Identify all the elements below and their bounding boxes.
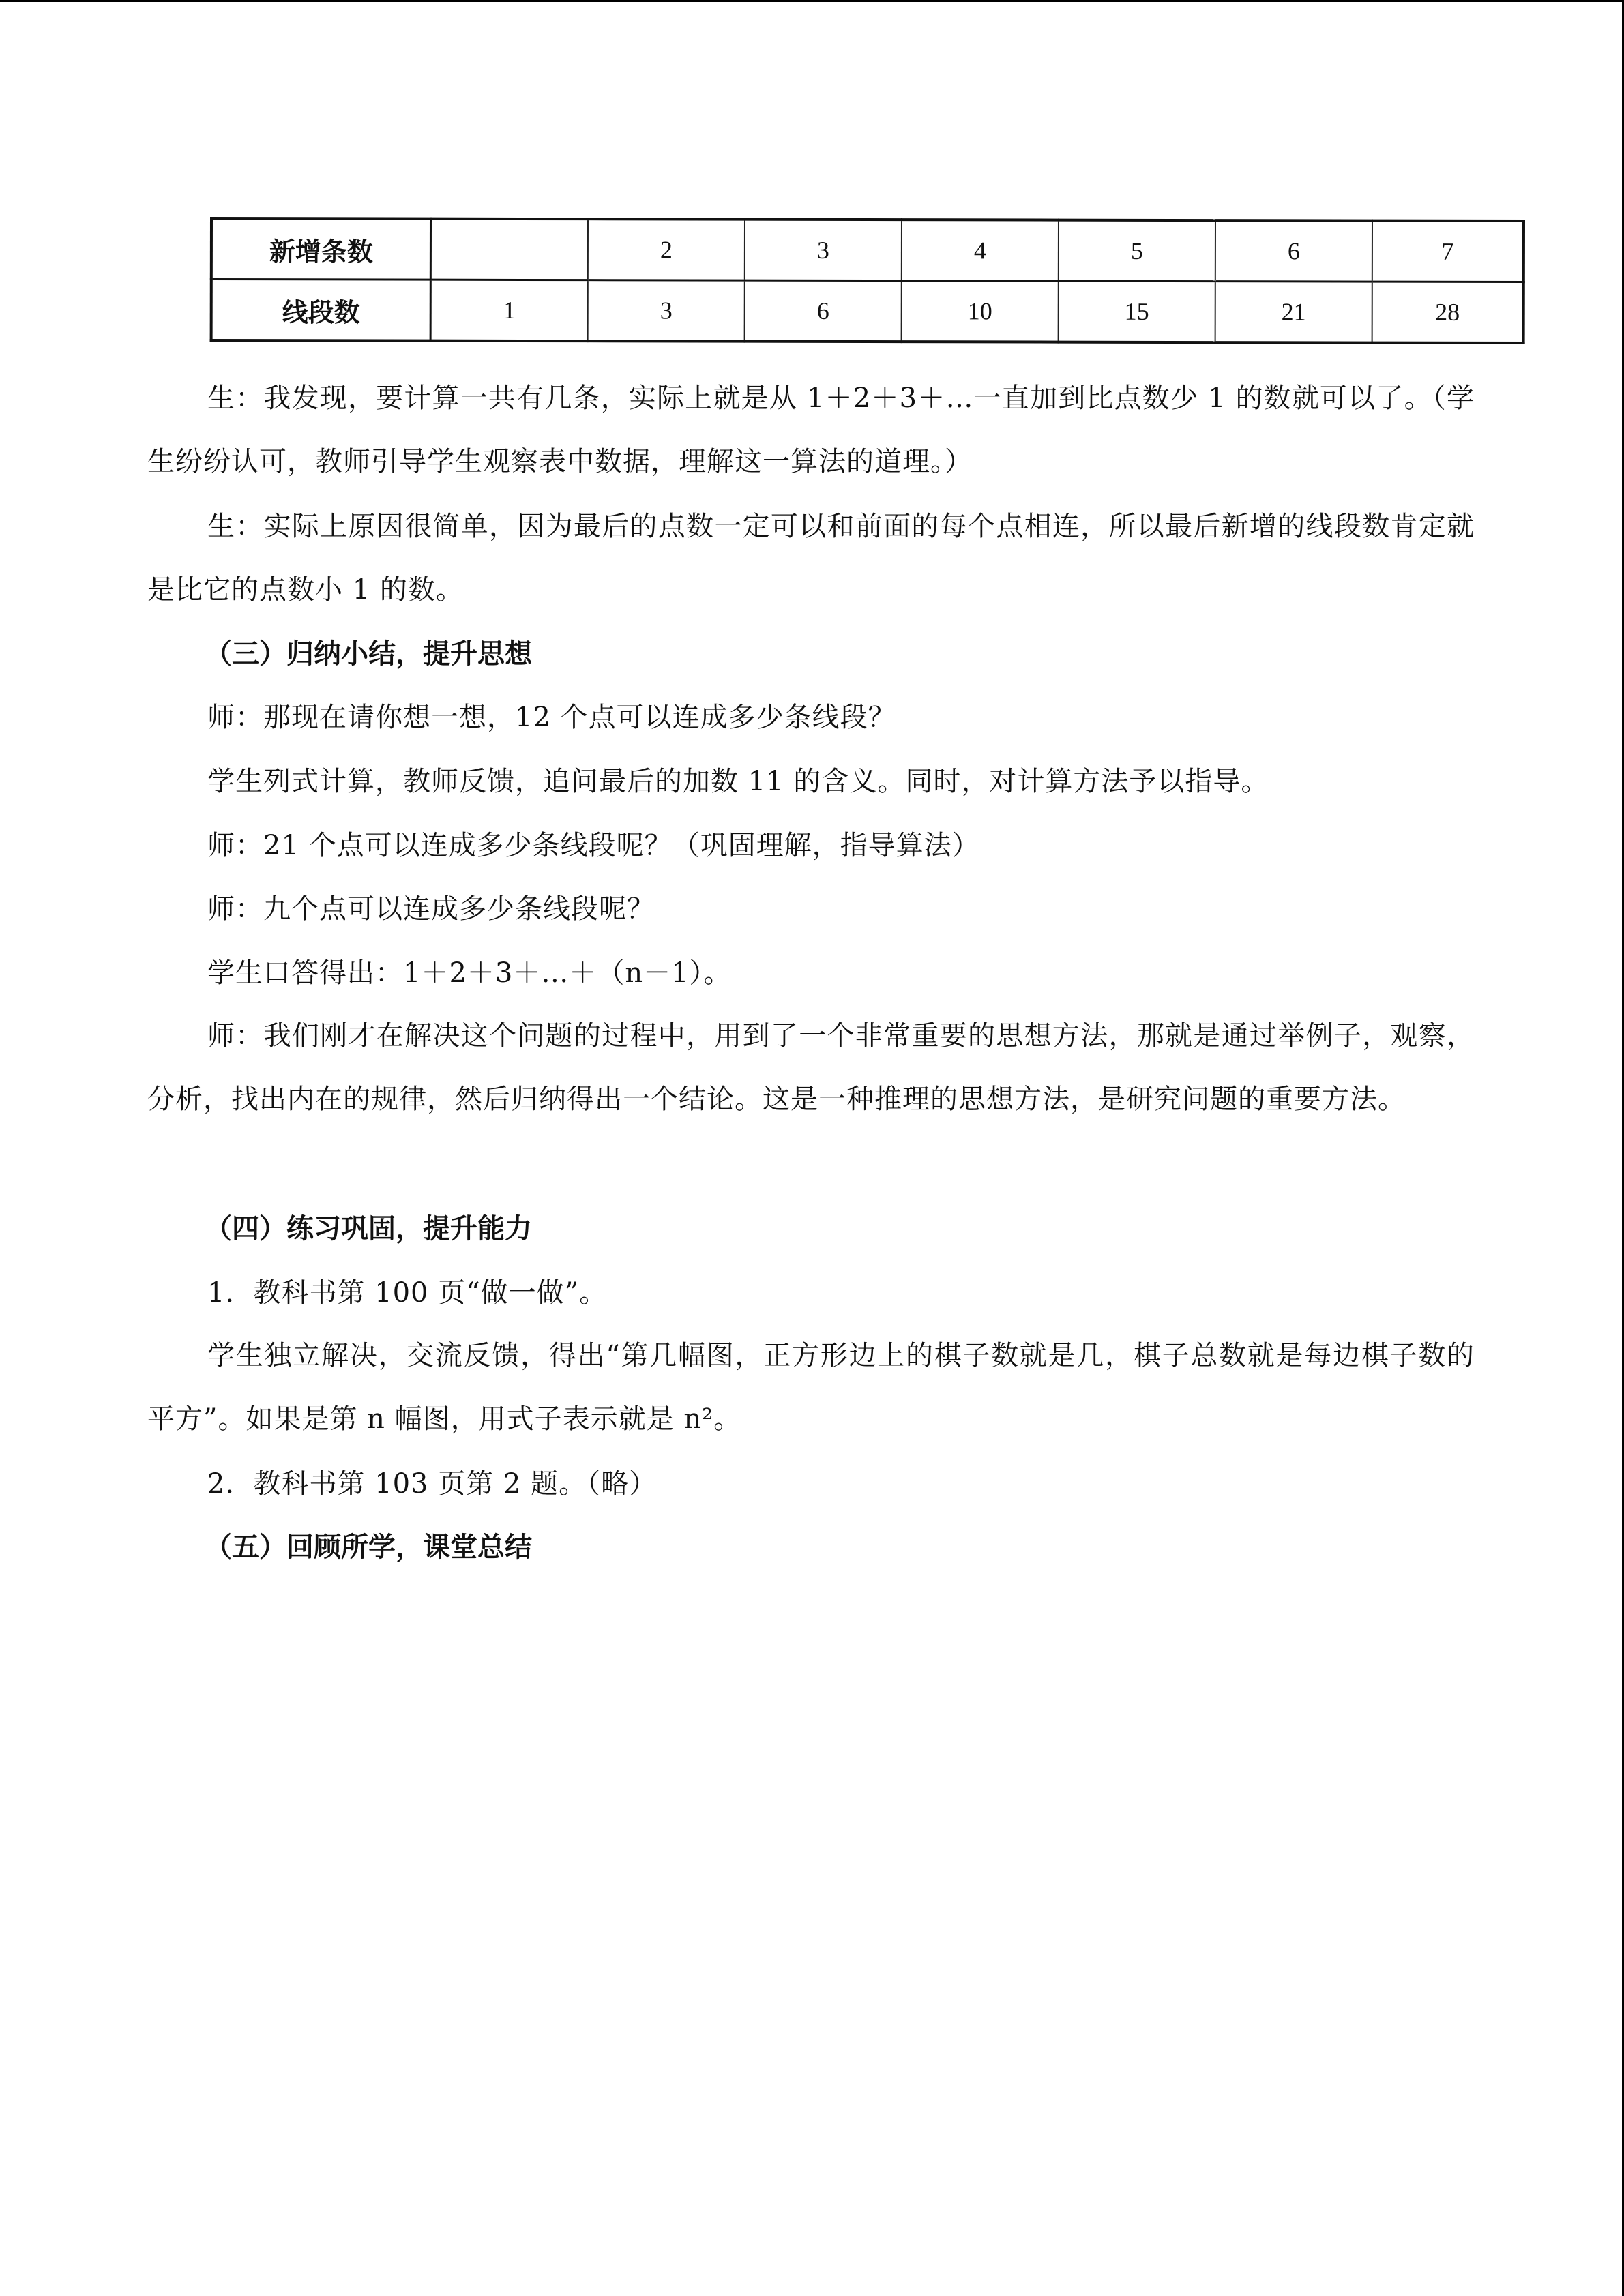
table-cell: 4: [902, 220, 1059, 281]
table-cell: 28: [1372, 282, 1524, 343]
text-line: 师：九个点可以连成多少条线段呢？: [207, 893, 655, 925]
section-heading-review: （五）回顾所学，课堂总结: [205, 1532, 532, 1563]
page-top-border: [0, 0, 1624, 2]
text-line: 2．教科书第 103 页第 2 题。（略）: [207, 1468, 658, 1500]
table-cell: 3: [588, 280, 745, 342]
table-cell: 7: [1372, 221, 1524, 282]
table-cell: 10: [902, 281, 1059, 342]
paragraph-student-discovery: 生：我发现，要计算一共有几条，实际上就是从 1＋2＋3＋…一直加到比点数少 1 的数就可以了。（学生纷纷认可，教师引导学生观察表中数据，理解这一算法的道理。）: [147, 383, 1475, 477]
text-line: 学生列式计算，教师反馈，追问最后的加数 11 的含义。同时，对计算方法予以指导。: [207, 766, 1269, 797]
table-cell: 6: [1215, 220, 1372, 282]
table-cell: 1: [430, 280, 588, 341]
table-cell: 2: [588, 219, 745, 280]
section-heading-practice: （四）练习巩固，提升能力: [205, 1213, 532, 1244]
table-cell: [430, 219, 588, 280]
text-line: 1．教科书第 100 页“做一做”。: [207, 1277, 608, 1309]
paragraph-student-reason: 生：实际上原因很简单，因为最后的点数一定可以和前面的每个点相连，所以最后新增的线段数肯定就是比它的点数小 1 的数。: [147, 511, 1475, 606]
text-line: 师：21 个点可以连成多少条线段呢？（巩固理解，指导算法）: [207, 830, 980, 861]
table-cell: 21: [1215, 282, 1372, 343]
row-label-segment-count: 线段数: [211, 280, 431, 341]
paragraph-teacher-method: 师：我们刚才在解决这个问题的过程中，用到了一个非常重要的思想方法，那就是通过举例子，观察，分析，找出内在的规律，然后归纳得出一个结论。这是一种推理的思想方法，是研究问题的重要方法。: [147, 1020, 1475, 1115]
table-cell: 5: [1059, 220, 1215, 282]
text-line: 学生口答得出：1＋2＋3＋…＋（n－1）。: [207, 957, 732, 989]
table-cell: 6: [745, 280, 902, 342]
table-row-segment-count: [211, 280, 1524, 344]
table-cell: 15: [1059, 281, 1215, 342]
row-label-new-count: 新增条数: [211, 218, 431, 280]
section-heading-summary: （三）归纳小结，提升思想: [205, 638, 532, 670]
segment-count-table: [210, 217, 1525, 344]
paragraph-student-solve: 学生独立解决，交流反馈，得出“第几幅图，正方形边上的棋子数就是几，棋子总数就是每边棋子数的平方”。如果是第 n 幅图，用式子表示就是 n²。: [147, 1340, 1475, 1435]
table-row-new-count: [211, 218, 1524, 282]
table-cell: 3: [745, 220, 902, 281]
text-line: 师：那现在请你想一想，12 个点可以连成多少条线段？: [207, 702, 896, 733]
